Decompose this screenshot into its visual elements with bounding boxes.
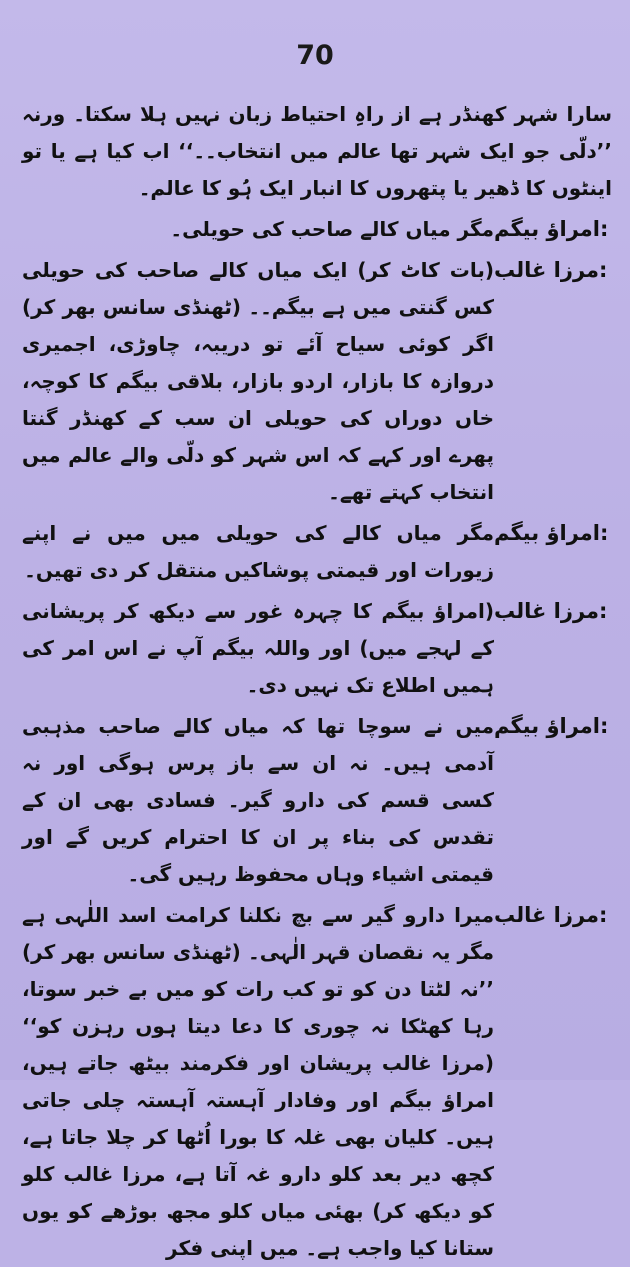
dialogue-entry: [22, 252, 612, 511]
speaker-column: [494, 708, 612, 745]
speaker-name: مرزا غالب: [494, 903, 600, 927]
dialogue-text: میں نے سوچا تھا کہ میاں کالے صاحب مذہبی آدمی ہیں۔ نہ ان سے باز پرس ہوگی اور نہ کسی قسم کی دارو گیر۔ فسادی بھی ان کے تقدس کی بناء پر ان کا احترام کریں گے اور قیمتی اشیاء وہاں محفوظ رہیں گی۔: [22, 714, 494, 886]
dialogue-entry: [22, 897, 612, 1267]
speaker-name: مرزا غالب: [494, 258, 600, 282]
dialogue-text: (بات کاٹ کر) ایک میاں کالے صاحب کی حویلی کس گنتی میں ہے بیگم۔۔ (ٹھنڈی سانس بھر کر) اگر کوئی سیاح آئے تو دریبہ، چاوڑی، اجمیری دروازہ کا بازار، اردو بازار، بلاقی بیگم کا کوچہ، خاں دوراں کی حویلی ان سب کے کھنڈر گنتا پھرے اور کہے کہ اس شہر کو دلّی والے عالم میں انتخاب کہتے تھے۔: [22, 258, 494, 504]
speaker-column: [494, 897, 612, 934]
dialogue-entry: [22, 593, 612, 704]
page-number: 70: [296, 40, 334, 71]
play-script: [22, 96, 612, 1267]
speaker-name: مرزا غالب: [494, 599, 600, 623]
speaker-column: [494, 515, 612, 552]
dialogue-text: (امراؤ بیگم کا چہرہ غور سے دیکھ کر پریشانی کے لہجے میں) اور واللہ بیگم آپ نے اس امر کی ہمیں اطلاع تک نہیں دی۔: [22, 599, 494, 697]
dialogue-entry: [22, 708, 612, 893]
dialogue-text: مگر میاں کالے صاحب کی حویلی۔: [170, 217, 494, 241]
dialogue-entry: [22, 515, 612, 589]
dialogue-entry: [22, 211, 612, 248]
speaker-column: [494, 252, 612, 289]
speaker-colon: :: [599, 521, 609, 545]
speaker-column: [494, 593, 612, 630]
speaker-colon: :: [599, 217, 609, 241]
speaker-colon: :: [599, 903, 608, 927]
speaker-colon: :: [599, 258, 608, 282]
speaker-colon: :: [599, 714, 609, 738]
speaker-column: [494, 211, 612, 248]
dialogue-text: مگر میاں کالے کی حویلی میں میں نے اپنے زیورات اور قیمتی پوشاکیں منتقل کر دی تھیں۔: [22, 521, 494, 582]
narrative-paragraph: سارا شہر کھنڈر ہے از راہِ احتیاط زبان نہیں ہلا سکتا۔ ورنہ ’’دلّی جو ایک شہر تھا عالم میں انتخاب۔۔‘‘ اب کیا ہے یا تو اینٹوں کا ڈھیر یا پتھروں کا انبار ایک ہُو کا عالم۔: [22, 102, 612, 200]
speaker-name: امراؤ بیگم: [494, 521, 600, 545]
speaker-colon: :: [599, 599, 608, 623]
speaker-name: امراؤ بیگم: [494, 217, 600, 241]
speaker-name: امراؤ بیگم: [494, 714, 600, 738]
dialogue-text: میرا دارو گیر سے بچ نکلنا کرامت اسد اللٰہی ہے مگر یہ نقصان قہر الٰہی۔ (ٹھنڈی سانس بھر کر) ’’نہ لٹتا دن کو تو کب رات کو میں بے خبر سوتا، رہا کھٹکا نہ چوری کا دعا دیتا ہوں رہزن کو‘‘ (مرزا غالب پریشان اور فکرمند بیٹھ جاتے ہیں، امراؤ بیگم اور وفادار آہستہ آہستہ چلی جاتی ہیں۔ کلیان بھی غلہ کا بورا اُٹھا کر چلا جاتا ہے، کچھ دیر بعد کلو دارو غہ آتا ہے، مرزا غالب کلو کو دیکھ کر) بھئی میاں کلو مجھ بوڑھے کو یوں ستانا کیا واجب ہے۔ میں اپنی فکر: [22, 903, 494, 1260]
